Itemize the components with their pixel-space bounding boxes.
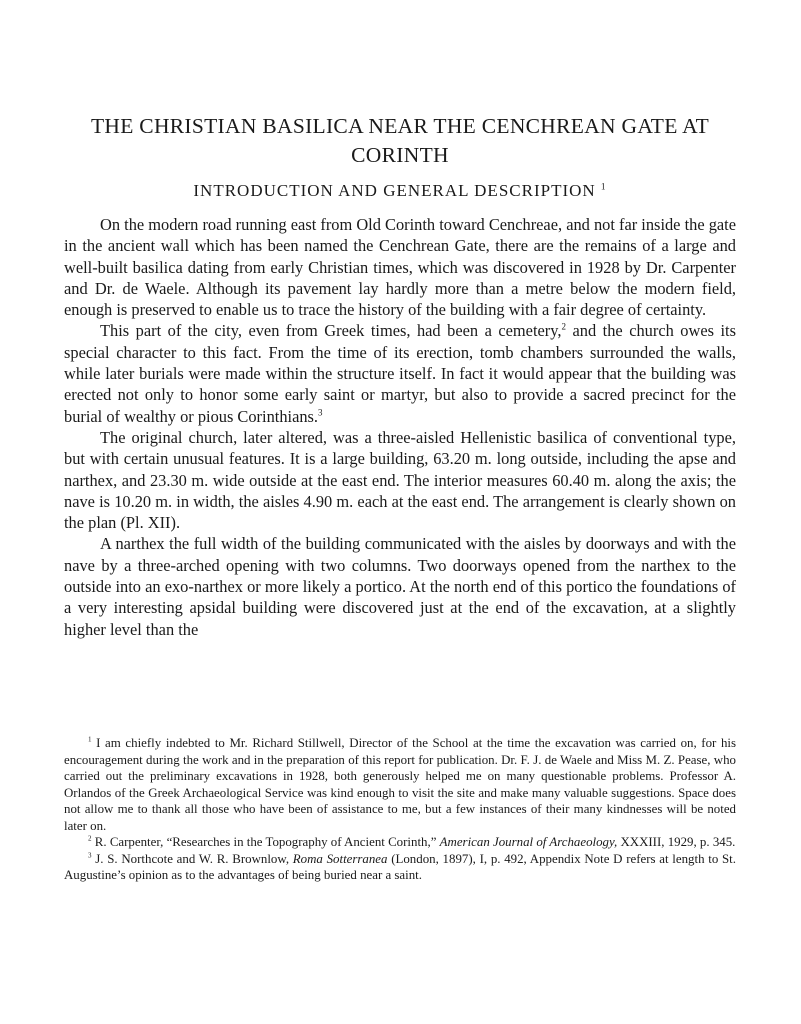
footnote-number: 2 — [88, 834, 92, 843]
article-title: THE CHRISTIAN BASILICA NEAR THE CENCHREAN GATE AT CORINTH — [90, 114, 710, 167]
paragraph-1: On the modern road running east from Old Corinth toward Cenchreae, and not far inside the gate in the ancient wall which has been named the Cenchrean Gate, there are the remains of a large and well-built basilica dating from early Christian times, which was discovered in 1928 by Dr. Carpenter and Dr. de Waele. Although its pavement lay hardly more than a metre below the modern field, enough is preserved to enable us to trace the history of the building with a fair degree of certainty. — [64, 215, 736, 320]
footnote-number: 3 — [88, 851, 92, 860]
paragraph-2-part-a: This part of the city, even from Greek times, had been a cemetery, — [100, 321, 562, 341]
footnote-text-tail: (London, 1897), I, p. 492, Appendix Note D refers at length to St. Augustine’s opinion as to the advantages of being buried near a saint. — [64, 851, 736, 882]
footnote-book-title: Roma Sotterranea — [292, 851, 388, 866]
section-heading — [64, 180, 736, 202]
body-text — [64, 214, 736, 640]
section-heading-text: INTRODUCTION AND GENERAL DESCRIPTION — [193, 181, 596, 200]
paragraph-4: A narthex the full width of the building communicated with the aisles by doorways and with the nave by a three-arched opening with two columns. Two doorways opened from the narthex to the outside into an exo-narthex or more likely a portico. At the north end of this portico the foundations of a very interesting apsidal building were discovered just at the end of the excavation, at a slightly higher level than the — [64, 534, 736, 639]
footnote-number: 1 — [88, 735, 92, 744]
footnote-1 — [64, 735, 736, 834]
footnote-text: J. S. Northcote and W. R. Brownlow, — [95, 851, 293, 866]
footnote-text-tail: XXXIII, 1929, p. 345. — [617, 835, 736, 849]
footnote-ref-2: 2 — [561, 322, 566, 333]
paragraph-3: The original church, later altered, was a three-aisled Hellenistic basilica of conventional type, but with certain unusual features. It is a large building, 63.20 m. long outside, including the apse and narthex, and 23.30 m. wide outside at the east end. The interior measures 60.40 m. along the axis; the nave is 10.20 m. in width, the aisles 4.90 m. each at the east end. The arrangement is clearly shown on the plan (Pl. XII). — [64, 427, 736, 533]
footnote-3 — [64, 851, 736, 884]
footnotes — [64, 735, 736, 884]
footnote-journal-title: American Journal of Archaeology, — [439, 835, 618, 849]
footnote-ref-1: 1 — [600, 182, 607, 193]
footnote-2 — [64, 834, 736, 851]
footnote-text: I am chiefly indebted to Mr. Richard Stillwell, Director of the School at the time the excavation was carried on, for his encouragement during the work and in the preparation of this report for publication. Dr. F. J. de Waele and Miss M. Z. Pease, who carried out the preliminary excavations in 1928, both generously helped me on many questionable problems. Professor A. Orlandos of the Greek Archaeological Service was kind enough to visit the site and make many valuable suggestions. Space does not allow me to thank all those who have been of assistance to me, but a few instances of their many kindnesses will be noted later on. — [64, 736, 736, 833]
paragraph-2-part-b: and the church owes its special character to this fact. From the time of its erection, tomb chambers surrounded the walls, while later burials were made within the structure itself. In fact it would appear that the building was erected not only to honor some early saint or martyr, but also to provide a sacred precinct for the burial of wealthy or pious Corinthians. — [64, 321, 736, 426]
footnote-text: R. Carpenter, “Researches in the Topography of Ancient Corinth,” — [94, 835, 440, 849]
paragraph-2 — [64, 320, 736, 426]
footnote-ref-3: 3 — [318, 407, 323, 418]
